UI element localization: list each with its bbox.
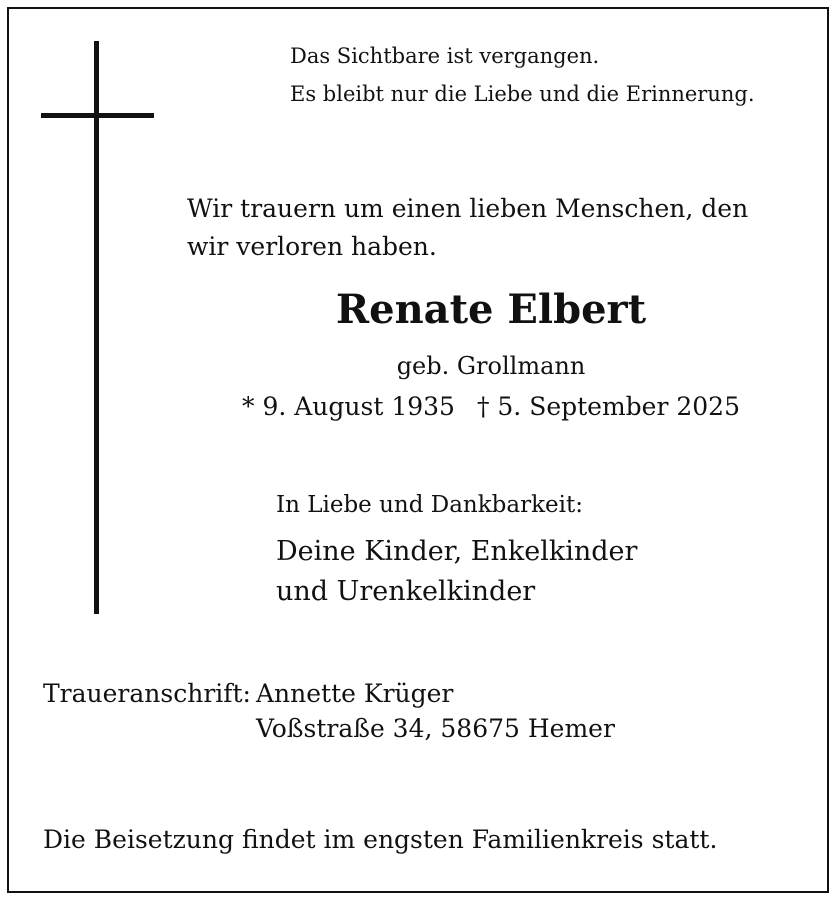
deceased-name: Renate Elbert [335, 286, 647, 333]
address-name: Annette Krüger [256, 679, 454, 708]
funeral-note: Die Beisetzung findet im engsten Familienkreis statt. [43, 825, 718, 854]
mourners-line-1: Deine Kinder, Enkelkinder [276, 536, 638, 567]
mourners-line-2: und Urenkelkinder [276, 576, 536, 607]
intro-line-2: wir verloren haben. [187, 232, 437, 261]
life-dates [0, 394, 836, 419]
quote-line-2: Es bleibt nur die Liebe und die Erinnerung. [290, 82, 755, 106]
birth-date: * 9. August 1935 [242, 392, 455, 421]
address-street: Voßstraße 34, 58675 Hemer [256, 714, 615, 743]
cross-horizontal-bar [41, 113, 154, 118]
quote-line-1: Das Sichtbare ist vergangen. [290, 44, 600, 68]
maiden-name: geb. Grollmann [396, 352, 586, 380]
thanks-line: In Liebe und Dankbarkeit: [276, 492, 583, 518]
obituary-frame [7, 7, 829, 893]
intro-line-1: Wir trauern um einen lieben Menschen, den [187, 194, 749, 223]
death-date: † 5. September 2025 [476, 392, 740, 421]
address-label: Traueranschrift: [43, 679, 251, 708]
